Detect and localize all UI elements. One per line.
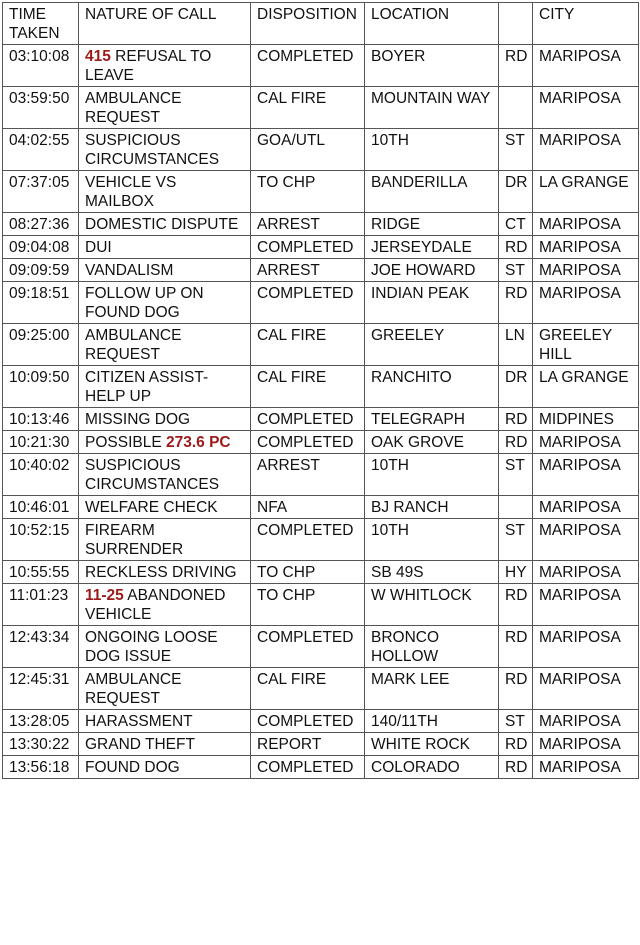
cell-suffix: DR <box>499 366 533 408</box>
cell-location: BANDERILLA <box>365 171 499 213</box>
cell-suffix: RD <box>499 584 533 626</box>
cell-disposition: COMPLETED <box>251 282 365 324</box>
nature-text: AMBULANCE REQUEST <box>85 671 182 707</box>
cell-nature <box>79 324 251 366</box>
nature-text: HARASSMENT <box>85 713 193 730</box>
cell-city: MARIPOSA <box>533 626 639 668</box>
cell-time: 12:43:34 <box>3 626 79 668</box>
cell-city: MARIPOSA <box>533 236 639 259</box>
cell-disposition: TO CHP <box>251 584 365 626</box>
cell-city: MARIPOSA <box>533 733 639 756</box>
call-code: 273.6 PC <box>165 434 231 451</box>
cell-time: 09:25:00 <box>3 324 79 366</box>
cell-time: 10:52:15 <box>3 519 79 561</box>
cell-nature <box>79 431 251 454</box>
cell-disposition: COMPLETED <box>251 626 365 668</box>
cell-nature <box>79 87 251 129</box>
header-disposition: DISPOSITION <box>251 3 365 45</box>
cell-disposition: COMPLETED <box>251 756 365 779</box>
cell-city: MARIPOSA <box>533 282 639 324</box>
cell-location: JERSEYDALE <box>365 236 499 259</box>
cell-nature <box>79 213 251 236</box>
cell-disposition: ARREST <box>251 213 365 236</box>
nature-text: SUSPICIOUS CIRCUMSTANCES <box>85 132 220 168</box>
call-code: 11-25 <box>85 587 124 604</box>
table-row <box>3 45 639 87</box>
cell-disposition: REPORT <box>251 733 365 756</box>
cell-suffix: CT <box>499 213 533 236</box>
cell-time: 09:04:08 <box>3 236 79 259</box>
header-location: LOCATION <box>365 3 499 45</box>
cell-nature <box>79 129 251 171</box>
table-row <box>3 454 639 496</box>
cell-location: 10TH <box>365 129 499 171</box>
cell-nature <box>79 710 251 733</box>
cell-time: 10:21:30 <box>3 431 79 454</box>
cell-suffix: ST <box>499 519 533 561</box>
table-row <box>3 324 639 366</box>
cell-location: 10TH <box>365 454 499 496</box>
cell-suffix: RD <box>499 626 533 668</box>
table-row <box>3 282 639 324</box>
cell-city: MARIPOSA <box>533 710 639 733</box>
nature-text: FIREARM SURRENDER <box>85 522 184 558</box>
cell-location: 140/11TH <box>365 710 499 733</box>
cell-nature <box>79 496 251 519</box>
cell-city: GREELEY HILL <box>533 324 639 366</box>
table-row <box>3 733 639 756</box>
cell-time: 09:09:59 <box>3 259 79 282</box>
header-time: TIME TAKEN <box>3 3 79 45</box>
cell-city: MARIPOSA <box>533 213 639 236</box>
cell-disposition: COMPLETED <box>251 408 365 431</box>
table-row <box>3 710 639 733</box>
nature-text: POSSIBLE <box>85 434 166 451</box>
header-nature: NATURE OF CALL <box>79 3 251 45</box>
nature-text: VEHICLE VS MAILBOX <box>85 174 177 210</box>
table-row <box>3 756 639 779</box>
cell-disposition: NFA <box>251 496 365 519</box>
cell-time: 03:59:50 <box>3 87 79 129</box>
cell-location: MARK LEE <box>365 668 499 710</box>
cell-time: 10:13:46 <box>3 408 79 431</box>
cell-suffix: RD <box>499 408 533 431</box>
call-log-table <box>2 2 639 779</box>
cell-nature <box>79 366 251 408</box>
cell-city: MARIPOSA <box>533 584 639 626</box>
cell-disposition: CAL FIRE <box>251 324 365 366</box>
cell-nature <box>79 626 251 668</box>
cell-disposition: GOA/UTL <box>251 129 365 171</box>
cell-nature <box>79 408 251 431</box>
nature-text: AMBULANCE REQUEST <box>85 327 182 363</box>
table-row <box>3 259 639 282</box>
cell-disposition: TO CHP <box>251 171 365 213</box>
cell-time: 11:01:23 <box>3 584 79 626</box>
cell-city: MARIPOSA <box>533 87 639 129</box>
cell-nature <box>79 454 251 496</box>
table-row <box>3 519 639 561</box>
nature-text: FOLLOW UP ON FOUND DOG <box>85 285 204 321</box>
cell-city: MARIPOSA <box>533 454 639 496</box>
cell-disposition: ARREST <box>251 454 365 496</box>
table-row <box>3 408 639 431</box>
cell-disposition: COMPLETED <box>251 519 365 561</box>
cell-city: MIDPINES <box>533 408 639 431</box>
cell-nature <box>79 259 251 282</box>
cell-time: 13:28:05 <box>3 710 79 733</box>
table-row <box>3 496 639 519</box>
cell-city: MARIPOSA <box>533 129 639 171</box>
cell-disposition: COMPLETED <box>251 710 365 733</box>
nature-text: DUI <box>85 239 112 256</box>
cell-suffix: DR <box>499 171 533 213</box>
nature-text: VANDALISM <box>85 262 174 279</box>
cell-location: RANCHITO <box>365 366 499 408</box>
table-row <box>3 626 639 668</box>
cell-nature <box>79 668 251 710</box>
cell-city: MARIPOSA <box>533 668 639 710</box>
cell-location: TELEGRAPH <box>365 408 499 431</box>
cell-suffix: RD <box>499 733 533 756</box>
cell-suffix: RD <box>499 431 533 454</box>
cell-location: MOUNTAIN WAY <box>365 87 499 129</box>
cell-nature <box>79 45 251 87</box>
nature-text: GRAND THEFT <box>85 736 195 753</box>
cell-nature <box>79 519 251 561</box>
nature-text: DOMESTIC DISPUTE <box>85 216 239 233</box>
cell-disposition: COMPLETED <box>251 236 365 259</box>
cell-suffix: LN <box>499 324 533 366</box>
cell-city: LA GRANGE <box>533 171 639 213</box>
cell-disposition: CAL FIRE <box>251 366 365 408</box>
nature-text: WELFARE CHECK <box>85 499 218 516</box>
cell-suffix: RD <box>499 756 533 779</box>
cell-city: MARIPOSA <box>533 561 639 584</box>
nature-text: ONGOING LOOSE DOG ISSUE <box>85 629 218 665</box>
cell-location: COLORADO <box>365 756 499 779</box>
cell-suffix <box>499 496 533 519</box>
cell-nature <box>79 236 251 259</box>
cell-time: 03:10:08 <box>3 45 79 87</box>
cell-city: LA GRANGE <box>533 366 639 408</box>
nature-text: AMBULANCE REQUEST <box>85 90 182 126</box>
table-row <box>3 584 639 626</box>
table-row <box>3 366 639 408</box>
cell-nature <box>79 282 251 324</box>
nature-text: CITIZEN ASSIST-HELP UP <box>85 369 209 405</box>
cell-disposition: CAL FIRE <box>251 87 365 129</box>
table-row <box>3 213 639 236</box>
cell-location: W WHITLOCK <box>365 584 499 626</box>
cell-suffix: ST <box>499 129 533 171</box>
cell-time: 13:56:18 <box>3 756 79 779</box>
cell-suffix: ST <box>499 259 533 282</box>
nature-text: RECKLESS DRIVING <box>85 564 237 581</box>
cell-time: 12:45:31 <box>3 668 79 710</box>
cell-suffix: ST <box>499 710 533 733</box>
cell-time: 10:40:02 <box>3 454 79 496</box>
nature-text: FOUND DOG <box>85 759 180 776</box>
header-row <box>3 3 639 45</box>
cell-nature <box>79 584 251 626</box>
nature-text: SUSPICIOUS CIRCUMSTANCES <box>85 457 220 493</box>
cell-city: MARIPOSA <box>533 496 639 519</box>
cell-time: 10:55:55 <box>3 561 79 584</box>
table-row <box>3 129 639 171</box>
cell-city: MARIPOSA <box>533 431 639 454</box>
cell-location: OAK GROVE <box>365 431 499 454</box>
nature-text: ABANDONED VEHICLE <box>85 587 226 623</box>
table-row <box>3 668 639 710</box>
header-suffix <box>499 3 533 45</box>
table-row <box>3 171 639 213</box>
cell-disposition: CAL FIRE <box>251 668 365 710</box>
cell-location: 10TH <box>365 519 499 561</box>
cell-time: 10:46:01 <box>3 496 79 519</box>
table-row <box>3 236 639 259</box>
cell-disposition: COMPLETED <box>251 45 365 87</box>
cell-location: JOE HOWARD <box>365 259 499 282</box>
table-row <box>3 561 639 584</box>
cell-time: 07:37:05 <box>3 171 79 213</box>
cell-suffix: RD <box>499 236 533 259</box>
cell-city: MARIPOSA <box>533 45 639 87</box>
cell-time: 08:27:36 <box>3 213 79 236</box>
cell-location: INDIAN PEAK <box>365 282 499 324</box>
cell-time: 13:30:22 <box>3 733 79 756</box>
cell-city: MARIPOSA <box>533 756 639 779</box>
cell-nature <box>79 756 251 779</box>
cell-suffix: ST <box>499 454 533 496</box>
cell-location: BJ RANCH <box>365 496 499 519</box>
cell-disposition: TO CHP <box>251 561 365 584</box>
cell-nature <box>79 171 251 213</box>
cell-time: 10:09:50 <box>3 366 79 408</box>
cell-suffix: RD <box>499 282 533 324</box>
table-row <box>3 87 639 129</box>
cell-nature <box>79 561 251 584</box>
cell-time: 09:18:51 <box>3 282 79 324</box>
header-city: CITY <box>533 3 639 45</box>
nature-text: MISSING DOG <box>85 411 191 428</box>
cell-location: BRONCO HOLLOW <box>365 626 499 668</box>
cell-suffix: RD <box>499 668 533 710</box>
cell-suffix <box>499 87 533 129</box>
cell-location: RIDGE <box>365 213 499 236</box>
nature-text: REFUSAL TO LEAVE <box>85 48 212 84</box>
cell-location: BOYER <box>365 45 499 87</box>
cell-time: 04:02:55 <box>3 129 79 171</box>
cell-location: WHITE ROCK <box>365 733 499 756</box>
cell-disposition: COMPLETED <box>251 431 365 454</box>
cell-suffix: RD <box>499 45 533 87</box>
call-code: 415 <box>85 48 111 65</box>
cell-location: GREELEY <box>365 324 499 366</box>
table-row <box>3 431 639 454</box>
cell-disposition: ARREST <box>251 259 365 282</box>
cell-city: MARIPOSA <box>533 519 639 561</box>
cell-city: MARIPOSA <box>533 259 639 282</box>
cell-nature <box>79 733 251 756</box>
cell-suffix: HY <box>499 561 533 584</box>
cell-location: SB 49S <box>365 561 499 584</box>
